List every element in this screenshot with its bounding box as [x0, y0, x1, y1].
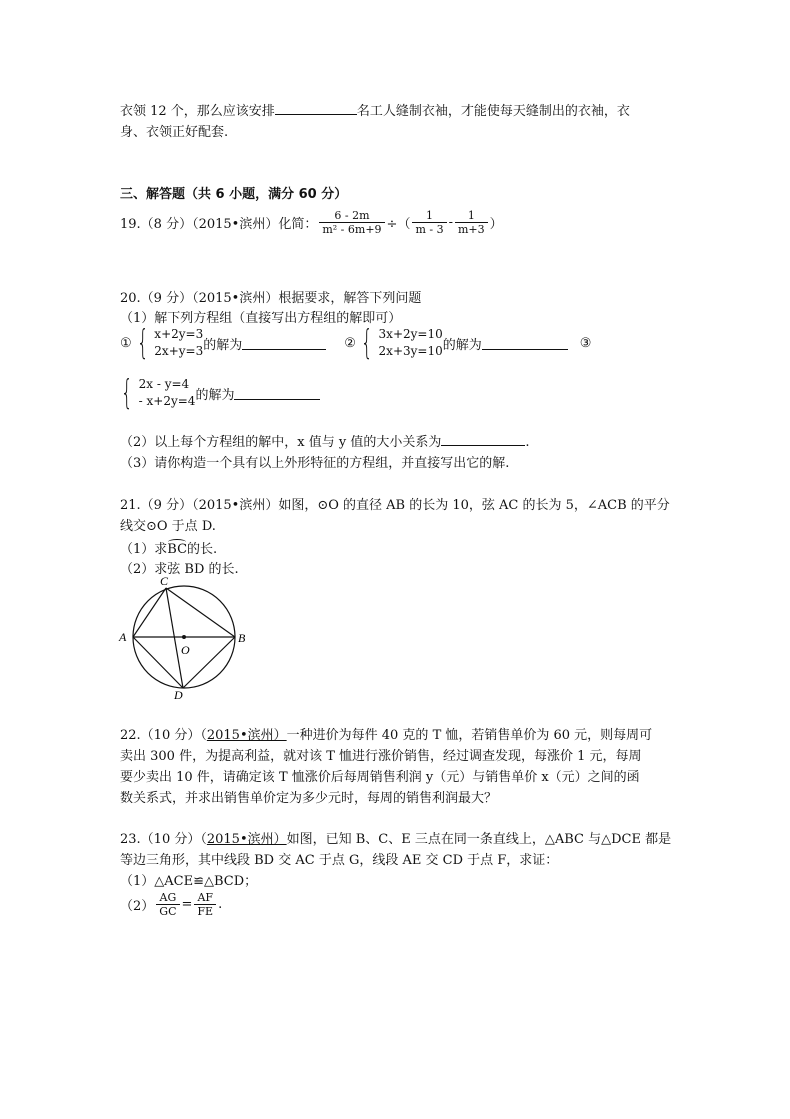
q20-sys3-sol-text: 的解为 [195, 387, 235, 403]
q19-frac3-numerator: 1 [467, 209, 475, 222]
q20-sys2-answer-blank[interactable] [482, 337, 568, 350]
q23-source-link[interactable]: 2015•滨州） [206, 832, 287, 847]
q21-part1-suffix: 的长. [187, 542, 218, 557]
q20-sys3-label: ③ [579, 335, 592, 351]
q23-part2 [120, 891, 222, 918]
q22-line2: 卖出 300 件，为提高利益，就对该 T 恤进行涨价销售，经过调查发现，每涨价 1 元，每周 [120, 749, 642, 764]
q20-sys2-label: ② [344, 335, 356, 351]
brace-icon: { [360, 323, 373, 363]
q20-sys1-sol-text: 的解为 [203, 337, 243, 353]
q23-line2: 等边三角形，其中线段 BD 交 AC 于点 G，线段 AE 交 CD 于点 F，求证： [120, 853, 559, 868]
q23-line1-rest: 如图，已知 B、C、E 三点在同一条直线上，△ABC 与△DCE 都是 [286, 832, 672, 847]
q21-line1: 21.（9 分）（2015•滨州）如图，⊙O 的直径 AB 的长为 10，弦 AC 的长为 5，∠ACB 的平分 [120, 498, 670, 513]
q20-sys1-eq2: 2x+y=3 [154, 344, 204, 358]
center-point-o [182, 635, 186, 639]
q21-arc-bc: BC [167, 542, 188, 557]
q23-frac-left-denominator: GC [156, 904, 179, 918]
q20-part2-end: . [525, 435, 530, 450]
chord-bd [183, 637, 235, 688]
q20-systems-row [120, 323, 592, 363]
q20-part2: （2）以上每个方程组的解中，x 值与 y 值的大小关系为 [120, 435, 442, 450]
q20-sys3-eq1: 2x - y=4 [138, 377, 190, 391]
q20-part3: （3）请你构造一个具有以上外形特征的方程组，并直接写出它的解. [120, 456, 510, 471]
q23-fraction-right [194, 891, 216, 918]
q20-sys3-answer-blank[interactable] [234, 387, 320, 400]
q20-sys1-eq1: x+2y=3 [154, 327, 204, 341]
label-a: A [119, 630, 127, 644]
q23-frac-left-numerator: AG [159, 891, 177, 904]
q18-answer-blank[interactable] [275, 102, 357, 115]
q19-fraction-2 [412, 209, 446, 236]
q19-divide: ÷（ [386, 217, 411, 232]
q21-part1 [120, 538, 217, 557]
q23-line1 [120, 828, 671, 847]
q19-fraction-1 [319, 209, 384, 236]
label-o: O [181, 643, 190, 657]
q20-sys1-answer-blank[interactable] [242, 337, 326, 350]
q20-part1: （1）解下列方程组（直接写出方程组的解即可） [120, 311, 402, 326]
q20-sys2-eq1: 3x+2y=10 [378, 327, 443, 341]
q20-system-3 [116, 373, 196, 413]
q22-line4: 数关系式，并求出销售单价定为多少元时，每周的销售利润最大？ [120, 791, 498, 806]
q19-minus: - [448, 215, 453, 230]
label-b: B [238, 631, 246, 645]
q19-close: ） [489, 217, 503, 232]
q22-source-link[interactable]: 2015•滨州） [206, 728, 287, 743]
q19-prefix: 19.（8 分）（2015•滨州）化简： [120, 217, 318, 232]
chord-ac [133, 588, 166, 637]
section-heading: 三、解答题（共 6 小题，满分 60 分） [120, 187, 348, 202]
q23-part1: （1）△ACE≌△BCD； [120, 874, 258, 889]
q23-frac-right-numerator: AF [197, 891, 214, 904]
q23-equals: = [181, 897, 193, 912]
chord-cb [166, 588, 235, 637]
q20-sys1-label: ① [120, 335, 132, 351]
q20-system-2 [356, 323, 443, 363]
q23-prefix: 23.（10 分）（ [120, 832, 207, 847]
q21-part1-prefix: （1）求 [120, 542, 168, 557]
brace-icon: { [120, 373, 133, 413]
q23-frac-right-denominator: FE [194, 904, 216, 918]
q20-part2-answer-blank[interactable] [441, 433, 525, 446]
q19 [120, 209, 503, 236]
q23-fraction-left [156, 891, 179, 918]
q20-sys2-eq2: 2x+3y=10 [378, 344, 443, 358]
q22-prefix: 22.（10 分）（ [120, 728, 207, 743]
q19-frac1-denominator: m² - 6m+9 [319, 222, 384, 236]
q21-circle-figure [114, 574, 254, 702]
q19-frac3-denominator: m+3 [455, 222, 488, 236]
q18-line1 [120, 100, 630, 119]
q19-frac2-denominator: m - 3 [412, 222, 446, 236]
q20-system-1 [132, 323, 204, 363]
q19-fraction-3 [455, 209, 488, 236]
q22-line1 [120, 724, 652, 743]
q20-system3-row [116, 373, 320, 413]
label-d: D [174, 688, 183, 702]
q18-line2: 身、衣领正好配套. [120, 125, 229, 140]
q20-sys2-sol-text: 的解为 [442, 337, 482, 353]
q18-text-a: 衣领 12 个，那么应该安排 [120, 104, 275, 119]
q22-line3: 要少卖出 10 件，请确定该 T 恤涨价后每周销售利润 y（元）与销售单价 x（元）之间的函 [120, 770, 640, 785]
q20-sys3-eq2: - x+2y=4 [138, 394, 196, 408]
q21-part2: （2）求弦 BD 的长. [120, 562, 239, 577]
brace-icon: { [136, 323, 149, 363]
q23-part2-end: . [218, 897, 223, 912]
q22-line1-rest: 一种进价为每件 40 克的 T 恤，若销售单价为 60 元，则每周可 [286, 728, 653, 743]
q19-frac2-numerator: 1 [426, 209, 434, 222]
label-c: C [160, 574, 169, 588]
q23-part2-label: （2） [120, 899, 155, 914]
q19-frac1-numerator: 6 - 2m [334, 209, 370, 222]
q21-line2: 线交⊙O 于点 D. [120, 519, 216, 534]
q20-part2-line [120, 431, 530, 450]
q20-prefix: 20.（9 分）（2015•滨州）根据要求，解答下列问题 [120, 291, 422, 306]
q18-text-b: 名工人缝制衣袖，才能使每天缝制出的衣袖，衣 [356, 104, 630, 119]
